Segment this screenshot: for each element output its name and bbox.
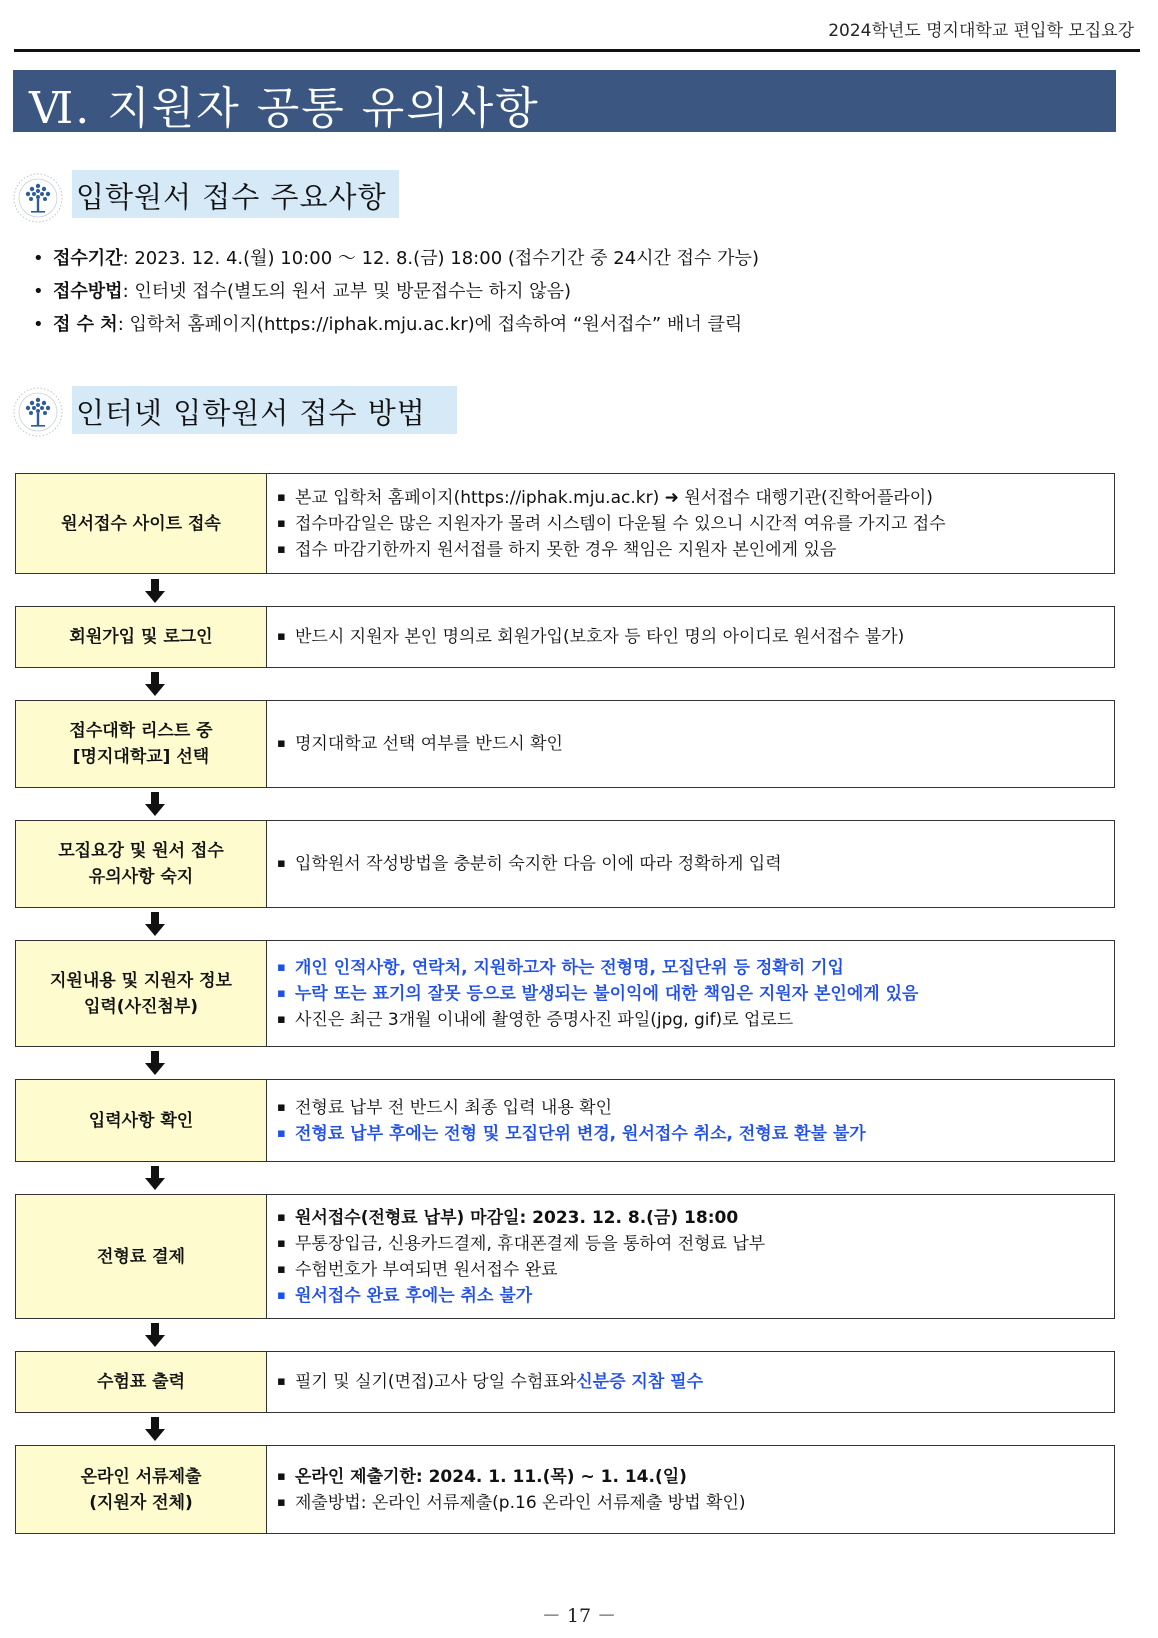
list-item bbox=[33, 244, 1113, 277]
process-step bbox=[15, 940, 1115, 1047]
step-details bbox=[267, 1446, 1114, 1533]
process-step bbox=[15, 1351, 1115, 1413]
step-label-line: 전형료 결제 bbox=[96, 1246, 186, 1267]
header-divider bbox=[14, 49, 1140, 52]
arrow-down-icon bbox=[143, 792, 167, 818]
summary-value: : 2023. 12. 4.(월) 10:00 ～ 12. 8.(금) 18:00 (접수기간 중 24시간 접수 가능) bbox=[122, 248, 759, 269]
step-label bbox=[16, 821, 267, 907]
bullet: ▪ bbox=[277, 1494, 286, 1510]
step-label bbox=[16, 474, 267, 573]
bullet: ▪ bbox=[277, 541, 286, 557]
step-label-line: [명지대학교] 선택 bbox=[72, 747, 210, 767]
step-detail-line bbox=[277, 851, 1114, 877]
bullet: ▪ bbox=[277, 489, 286, 505]
summary-label: 접수기간 bbox=[53, 248, 123, 269]
section-title-application-summary: 입학원서 접수 주요사항 bbox=[72, 170, 399, 218]
step-details bbox=[267, 1080, 1114, 1161]
step-label bbox=[16, 1352, 267, 1412]
bullet: ▪ bbox=[277, 1099, 286, 1115]
step-label bbox=[16, 1195, 267, 1318]
chapter-title: Ⅵ. 지원자 공통 유의사항 bbox=[29, 83, 540, 134]
section-title-internet-application: 인터넷 입학원서 접수 방법 bbox=[72, 386, 457, 434]
process-step bbox=[15, 820, 1115, 908]
arrow-down-icon bbox=[143, 1051, 167, 1077]
step-details bbox=[267, 1195, 1114, 1318]
bullet: ▪ bbox=[277, 856, 286, 871]
step-label-line: 수험표 출력 bbox=[96, 1372, 186, 1392]
step-detail-line bbox=[277, 1121, 1114, 1147]
application-summary-list bbox=[33, 244, 1113, 343]
step-label bbox=[16, 1080, 267, 1161]
step-label-line: 모집요강 및 원서 접수 bbox=[58, 841, 224, 861]
process-step bbox=[15, 1194, 1115, 1319]
step-detail-line bbox=[277, 1369, 1114, 1395]
detail-text: 수험번호가 부여되면 원서접수 완료 bbox=[295, 1259, 558, 1280]
list-item bbox=[33, 277, 1113, 310]
arrow-down-icon bbox=[143, 1417, 167, 1443]
arrow-down-icon bbox=[143, 1166, 167, 1192]
step-details bbox=[267, 821, 1114, 907]
bullet: ▪ bbox=[277, 736, 286, 751]
bullet: ▪ bbox=[277, 959, 286, 975]
step-detail-line bbox=[277, 731, 1114, 757]
arrow-down-icon bbox=[143, 1323, 167, 1349]
step-details bbox=[267, 701, 1114, 787]
bullet: ▪ bbox=[277, 515, 286, 531]
bullet: • bbox=[33, 314, 44, 335]
bullet: ▪ bbox=[277, 1011, 286, 1027]
step-label-line: 온라인 서류제출 bbox=[80, 1466, 202, 1487]
bullet: ▪ bbox=[277, 1287, 286, 1303]
step-detail-line bbox=[277, 981, 1114, 1007]
process-step bbox=[15, 1079, 1115, 1162]
process-step bbox=[15, 700, 1115, 788]
step-label-line: (지원자 전체) bbox=[89, 1492, 193, 1513]
step-detail-line bbox=[277, 1231, 1114, 1257]
process-step bbox=[15, 473, 1115, 574]
step-label-line: 회원가입 및 로그인 bbox=[69, 627, 213, 647]
step-details bbox=[267, 474, 1114, 573]
bullet: ▪ bbox=[277, 985, 286, 1001]
bullet: • bbox=[33, 281, 44, 302]
detail-text: 무통장입금, 신용카드결제, 휴대폰결제 등을 통하여 전형료 납부 bbox=[295, 1233, 766, 1254]
step-detail-line bbox=[277, 1464, 1114, 1490]
detail-highlight: 신분증 지참 필수 bbox=[576, 1372, 704, 1392]
detail-text: 본교 입학처 홈페이지(https://iphak.mju.ac.kr) ➜ 원서접수 대행기관(진학어플라이) bbox=[295, 487, 933, 508]
detail-text: 온라인 제출기한: 2024. 1. 11.(목) ~ 1. 14.(일) bbox=[295, 1466, 687, 1487]
step-label-line: 입력(사진첨부) bbox=[83, 996, 199, 1017]
step-details bbox=[267, 607, 1114, 667]
process-step bbox=[15, 1445, 1115, 1534]
bullet: ▪ bbox=[277, 629, 286, 644]
detail-text: 입학원서 작성방법을 충분히 숙지한 다음 이에 따라 정확하게 입력 bbox=[295, 854, 782, 874]
step-details bbox=[267, 941, 1114, 1046]
detail-text: 원서접수 완료 후에는 취소 불가 bbox=[295, 1285, 533, 1306]
detail-text: 개인 인적사항, 연락처, 지원하고자 하는 전형명, 모집단위 등 정확히 기입 bbox=[295, 957, 844, 978]
bullet: ▪ bbox=[277, 1468, 286, 1484]
detail-text: 반드시 지원자 본인 명의로 회원가입(보호자 등 타인 명의 아이디로 원서접수 불가) bbox=[295, 627, 905, 647]
university-emblem-icon bbox=[12, 386, 64, 438]
step-label-line: 지원내용 및 지원자 정보 bbox=[50, 970, 232, 991]
step-label-line: 입력사항 확인 bbox=[88, 1110, 194, 1131]
page-number: － 17 － bbox=[541, 1605, 617, 1627]
step-detail-line bbox=[277, 955, 1114, 981]
detail-text: 명지대학교 선택 여부를 반드시 확인 bbox=[295, 734, 563, 754]
detail-text: 제출방법: 온라인 서류제출(p.16 온라인 서류제출 방법 확인) bbox=[295, 1492, 746, 1513]
step-label bbox=[16, 941, 267, 1046]
list-item bbox=[33, 310, 1113, 343]
step-detail-line bbox=[277, 485, 1114, 511]
arrow-down-icon bbox=[143, 912, 167, 938]
detail-text: 사진은 최근 3개월 이내에 촬영한 증명사진 파일(jpg, gif)로 업로드 bbox=[295, 1009, 794, 1030]
step-detail-line bbox=[277, 1007, 1114, 1033]
step-detail-line bbox=[277, 1490, 1114, 1516]
bullet: ▪ bbox=[277, 1209, 286, 1225]
university-emblem-icon bbox=[12, 172, 64, 224]
summary-label: 접수방법 bbox=[53, 281, 123, 302]
step-label-line: 유의사항 숙지 bbox=[88, 867, 194, 887]
chapter-banner bbox=[13, 70, 1116, 132]
detail-text: 필기 및 실기(면접)고사 당일 수험표와 bbox=[295, 1372, 577, 1392]
step-label bbox=[16, 701, 267, 787]
summary-value: : 인터넷 접수(별도의 원서 교부 및 방문접수는 하지 않음) bbox=[122, 281, 571, 302]
process-step bbox=[15, 606, 1115, 668]
step-label bbox=[16, 1446, 267, 1533]
step-detail-line bbox=[277, 1283, 1114, 1309]
detail-text: 전형료 납부 후에는 전형 및 모집단위 변경, 원서접수 취소, 전형료 환불 불가 bbox=[295, 1123, 866, 1144]
bullet: ▪ bbox=[277, 1125, 286, 1141]
step-label-line: 접수대학 리스트 중 bbox=[69, 721, 213, 741]
detail-text: 전형료 납부 전 반드시 최종 입력 내용 확인 bbox=[295, 1097, 613, 1118]
detail-text: 접수마감일은 많은 지원자가 몰려 시스템이 다운될 수 있으니 시간적 여유를 가지고 접수 bbox=[295, 513, 946, 534]
step-detail-line bbox=[277, 511, 1114, 537]
step-detail-line bbox=[277, 624, 1114, 650]
step-detail-line bbox=[277, 1205, 1114, 1231]
step-label-line: 원서접수 사이트 접속 bbox=[61, 513, 221, 534]
summary-value: : 입학처 홈페이지(https://iphak.mju.ac.kr)에 접속하여 “원서접수” 배너 클릭 bbox=[117, 314, 743, 335]
bullet: ▪ bbox=[277, 1235, 286, 1251]
summary-label: 접 수 처 bbox=[53, 314, 118, 335]
bullet: ▪ bbox=[277, 1261, 286, 1277]
step-detail-line bbox=[277, 1095, 1114, 1121]
bullet: ▪ bbox=[277, 1374, 286, 1389]
arrow-down-icon bbox=[143, 672, 167, 698]
arrow-down-icon bbox=[143, 579, 167, 605]
document-header: 2024학년도 명지대학교 편입학 모집요강 bbox=[828, 21, 1134, 41]
step-label bbox=[16, 607, 267, 667]
detail-text: 원서접수(전형료 납부) 마감일: 2023. 12. 8.(금) 18:00 bbox=[295, 1207, 739, 1228]
detail-text: 누락 또는 표기의 잘못 등으로 발생되는 불이익에 대한 책임은 지원자 본인에게 있음 bbox=[295, 983, 919, 1004]
detail-text: 접수 마감기한까지 원서접를 하지 못한 경우 책임은 지원자 본인에게 있음 bbox=[295, 539, 837, 560]
step-detail-line bbox=[277, 1257, 1114, 1283]
step-details bbox=[267, 1352, 1114, 1412]
step-detail-line bbox=[277, 537, 1114, 563]
bullet: • bbox=[33, 248, 44, 269]
